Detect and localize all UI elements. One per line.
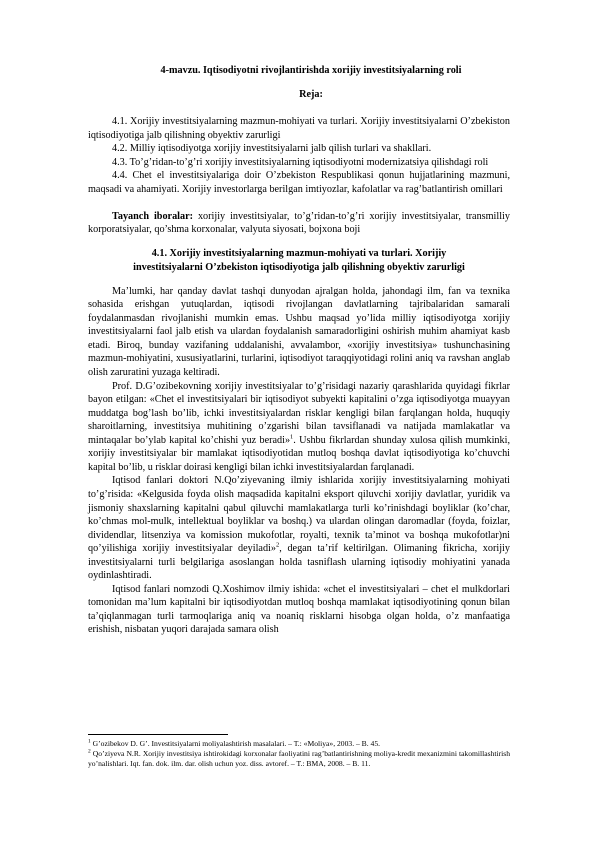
plan-item-4: 4.4. Chet el investitsiyalariga doir O’zbekiston Respublikasi qonun hujjatlarining mazmuni, maqsadi va ahamiyati. Xorijiy investorlarga berilgan imtiyozlar, kafolatlar va rag’batlantirish omillari	[88, 170, 510, 195]
keywords-label: Tayanch iboralar:	[112, 210, 193, 222]
footnote-2-marker: 2	[88, 748, 91, 755]
footnote-2-text: Qo’ziyeva N.R. Xorijiy investitsiya ishtirokidagi korxonalar faoliyatini rag’batlantirishning moliya-kredit mexanizmini takomillashtirish yo’nalishlari. Iqt. fan. dok. ilm. dar. olish uchun yoz. diss. avtoref. – T.: BMA, 2008. – B. 11.	[88, 749, 510, 768]
footnote-1	[88, 739, 510, 749]
paragraph-3-tail: , degan ta’rif keltirilgan. Olimaning fikricha, xorijiy investitsiyalarni turli belgilariga asoslangan holda tasniflash ularning iqtisodiy mohiyatini yanada oydinlashtiradi.	[88, 543, 510, 582]
paragraph-3-text: Iqtisod fanlari doktori N.Qo’ziyevaning ilmiy ishlarida xorijiy investitsiyalarning mohiyati to’g’risida: «Kelgusida foyda olish maqsadida kapitalni eksport qiluvchi xorijiy davlatlar, yuridik va jismoniy shaxslarning kapitalni qabul qiluvchi mamlakatlarga turli ko’rinishdagi boyliklar (ko’char, ko’chmas mol-mulk, intellektual boyliklar va boshq.) va ulardan olingan daromadlar (foyda, foizlar, dividendlar, litsenziya va komission mukofotlar, royalti, texnik ta’minot va boshqa mukofotlar)ni qo’yilishiga xorijiy investitsiyalar deyiladi»	[88, 475, 510, 555]
body-paragraph-3	[88, 474, 510, 582]
keywords-paragraph	[88, 210, 510, 237]
document-page	[88, 64, 510, 637]
footnote-1-text: G’ozibekov D. G’. Investitsiyalarni moliyalashtirish masalalari. – T.: «Moliya», 2003. – B. 45.	[90, 739, 381, 748]
plan-heading: Reja:	[299, 89, 323, 100]
body-paragraph-1: Ma’lumki, har qanday davlat tashqi dunyodan ajralgan holda, jahondagi ilm, fan va texnika sohasida erishgan yutuqlardan, iqtisodi rivojlangan davlatlarning tajribalaridan samarali foydalanmasdan rivojlanishi mumkin emas. Ushbu maqsad yo’lida milliy iqtisodiyotga xorijiy investitsiyalarni faol jalb etish va ulardan foydalanish samaradorligini oshirish muhim ahamiyat kasb etadi. Biroq, bunday vazifaning uddalanishi, avvalambor, «xorijiy investitsiya» tushunchasining mazmun-mohiyatini, xususiyatlarini, turlarini, iqtisodiyot taraqqiyotidagi rolini aniq va ravshan anglab olish zaruratini yuzaga keltiradi.	[88, 285, 510, 379]
section-title-line-1: 4.1. Xorijiy investitsiyalarning mazmun-mohiyati va turlari. Xorijiy	[151, 247, 447, 259]
section-title	[88, 247, 510, 275]
footnote-2	[88, 749, 510, 769]
keywords-text: xorijiy investitsiyalar, to’g’ridan-to’g’ri xorijiy investitsiyalar, transmilliy korporatsiyalar, qo’shma korxonalar, valyuta siyosati, bojxona boji	[88, 210, 510, 236]
plan-item-2: 4.2. Milliy iqtisodiyotga xorijiy investitsiyalarni jalb qilish turlari va shakllari.	[112, 143, 432, 155]
section-title-line-2: investitsiyalarni O’zbekiston iqtisodiyotiga jalb qilishning obyektiv zarurligi	[133, 261, 465, 273]
footnote-1-marker: 1	[88, 738, 91, 745]
footnote-ref-1[interactable]: 1	[290, 433, 294, 441]
plan-item-1: 4.1. Xorijiy investitsiyalarning mazmun-mohiyati va turlari. Xorijiy investitsiyalarni O’zbekiston iqtisodiyotiga jalb qilishning obyektiv zarurligi	[88, 116, 510, 141]
paragraph-2-text: Prof. D.G’ozibekovning xorijiy investitsiyalar to’g’risidagi nazariy qarashlarida quyidagi fikrlar bayon etilgan: «Chet el investitsiyalari bir iqtisodiyot subyekti kapitalini o’zga iqtisodiyotga muayyan muddatga bog’lash bo’lib, ichki investitsiyalardan risklar kengligi bilan farqlangan holda, huquqiy sharoitlarning, investitsiya muhitining o’zgarishi bilan tavsiflanadi va natijada mamlakatlar va mintaqalar bo’ylab kapital ko’chishi yuz beradi»	[88, 380, 510, 446]
plan-item-3: 4.3. To’g’ridan-to’g’ri xorijiy investitsiyalarning iqtisodiyotni modernizatsiya qilishdagi roli	[112, 156, 489, 168]
body-paragraph-2	[88, 380, 510, 475]
footnotes	[88, 739, 510, 769]
footnote-ref-2[interactable]: 2	[275, 541, 280, 549]
paragraph-2-tail: . Ushbu fikrlardan shunday xulosa qilish mumkinki, xorijiy investitsiyalar bir mamlakat iqtisodiyotidan mutloq boshqa davlat iqtisodiyotiga ko’chuvchi kapital bo’lib, u risklar doirasi kengligi bilan ichki investitsiyalardan farqlanadi.	[88, 434, 510, 473]
page-title: 4-mavzu. Iqtisodiyotni rivojlantirishda xorijiy investitsiyalarning roli	[160, 65, 462, 76]
footnote-divider	[88, 734, 228, 735]
body-paragraph-4: Iqtisod fanlari nomzodi Q.Xoshimov ilmiy ishida: «chet el investitsiyalari – chet el mulkdorlari tomonidan ma’lum kapitalni bir iqtisodiyotdan mutloq boshqa mamlakat iqtisodiyotining qonun bilan ta’qiqlanmagan turli tarmoqlariga aniq va noaniq risklarni hisobga olgan holda, o’z manfaatiga erishish, nisbatan yuqori darajada samara olish	[88, 583, 510, 636]
